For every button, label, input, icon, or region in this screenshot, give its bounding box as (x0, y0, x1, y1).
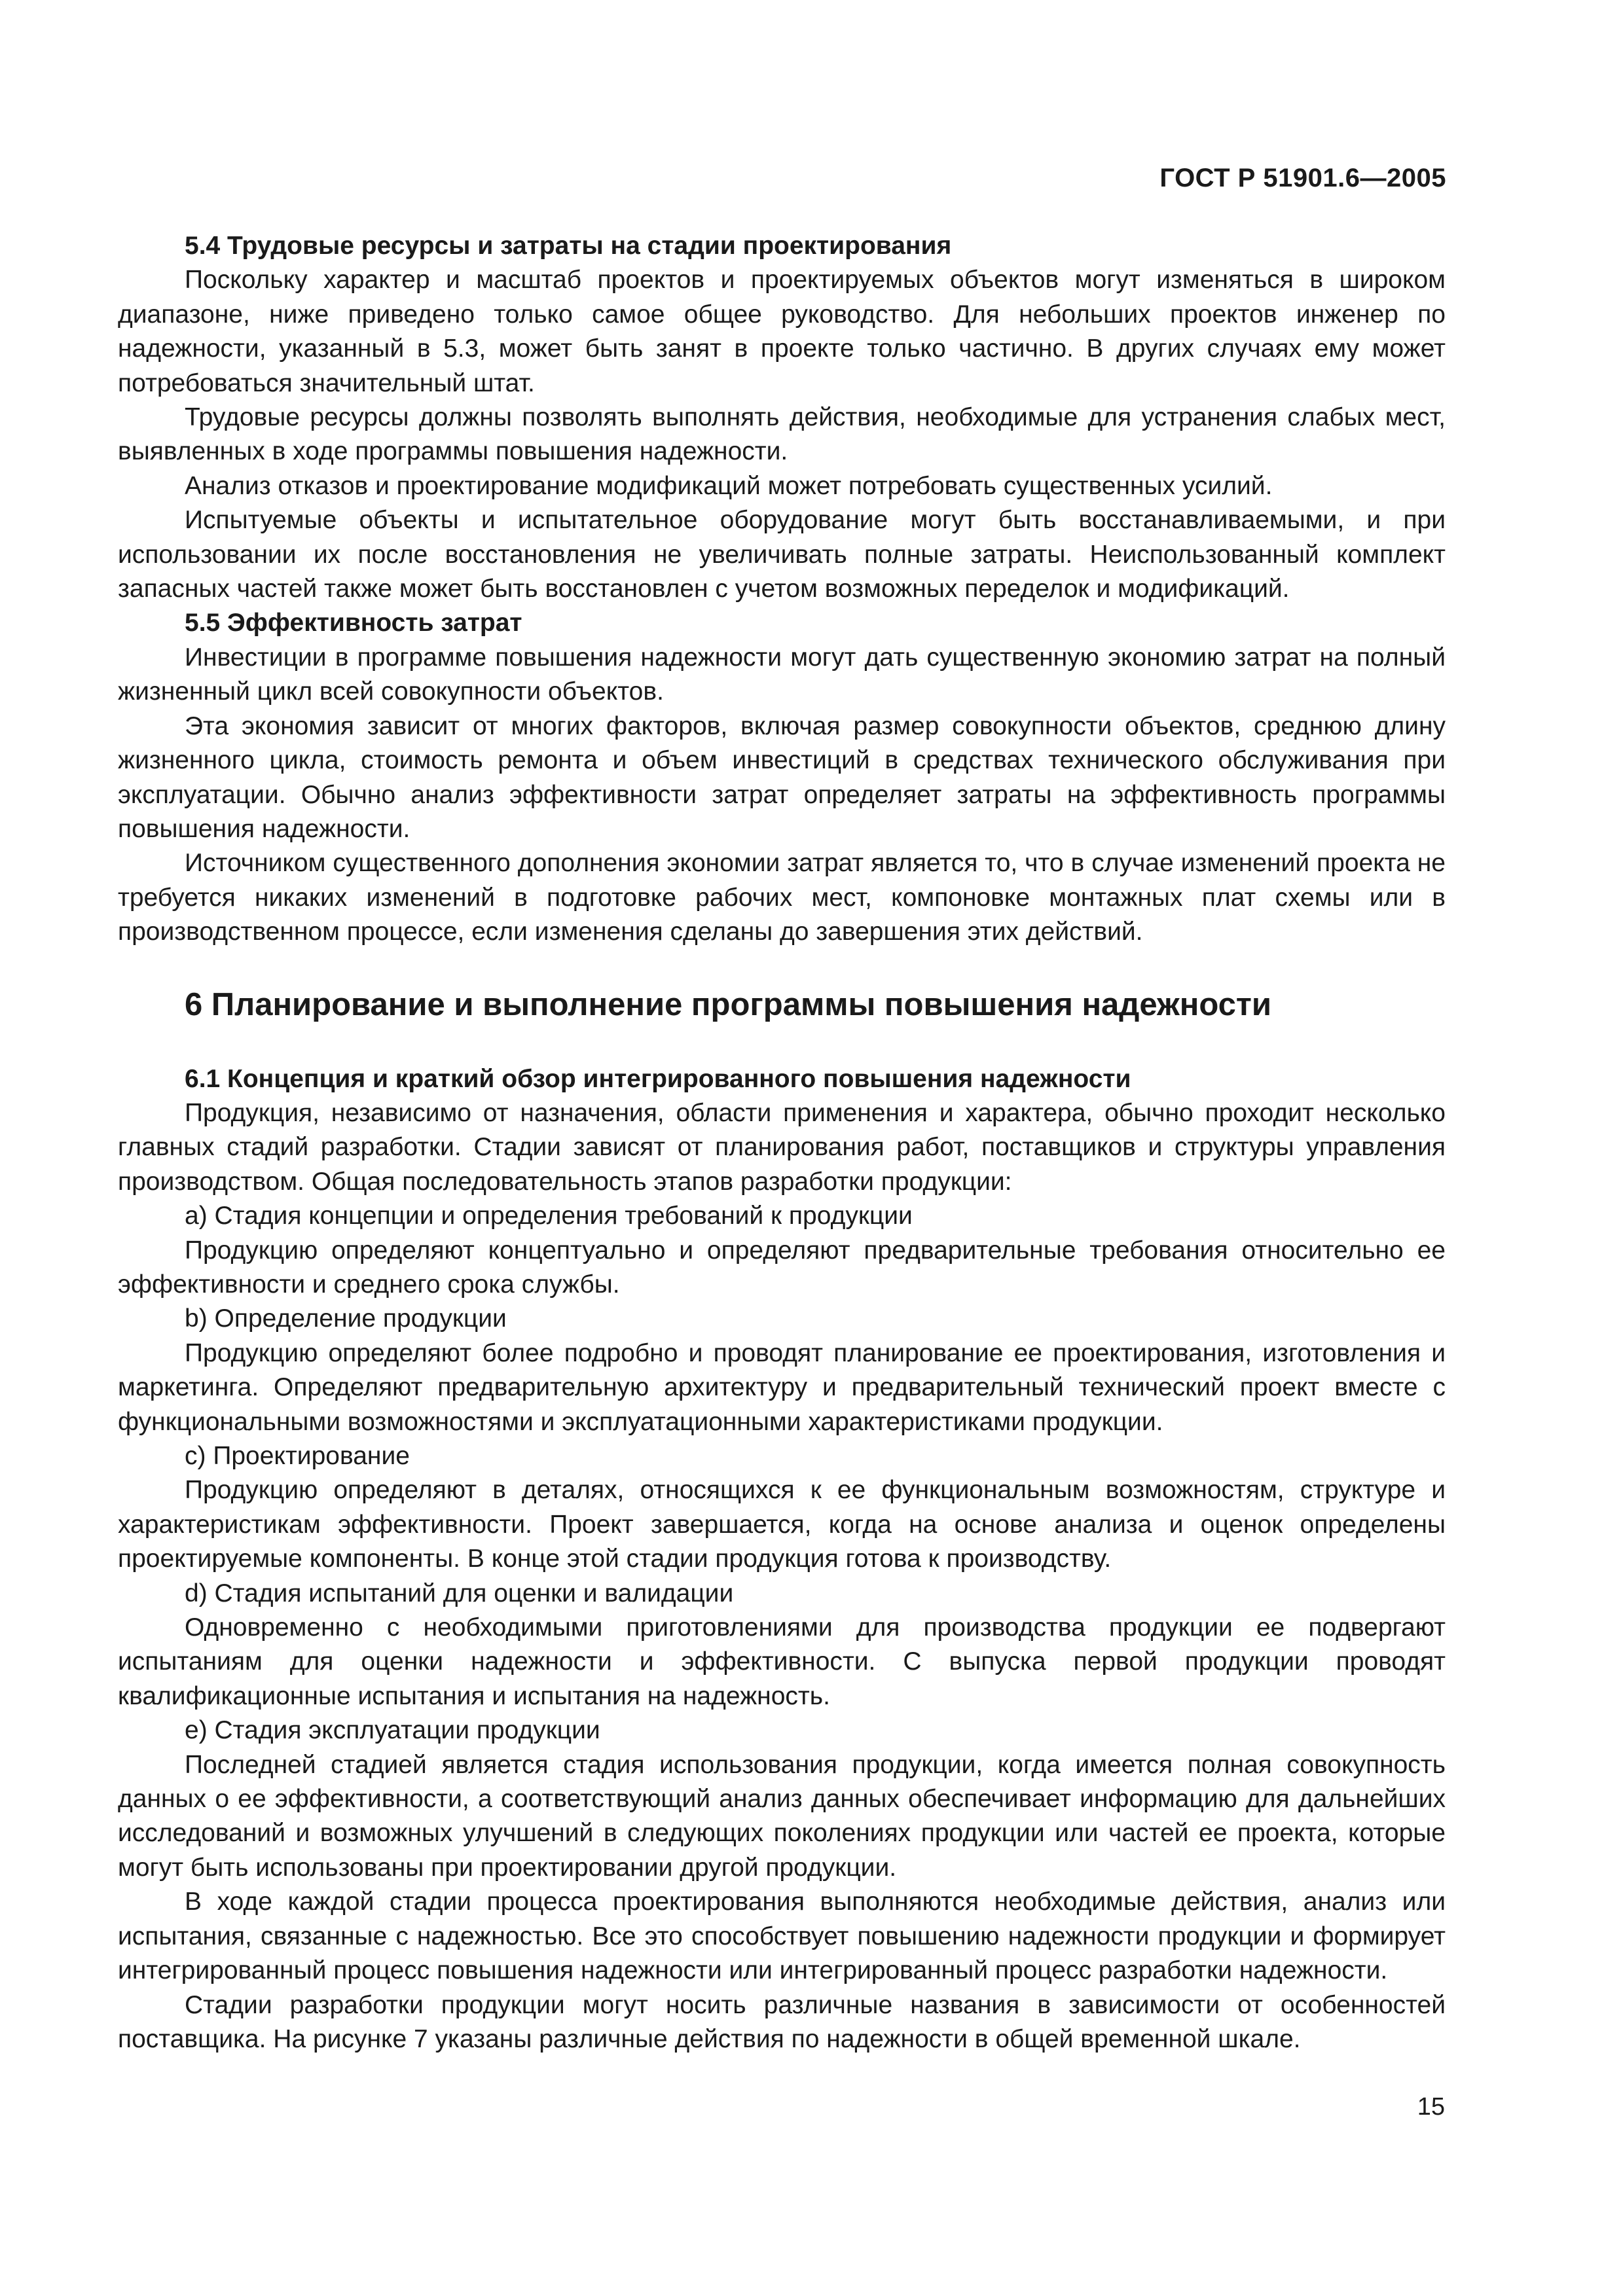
section-6-1-closing-paragraph: В ходе каждой стадии процесса проектирования выполняются необходимые действия, анализ или испытания, связанные с надежностью. Все это способствует повышению надежности продукции и формирует интегрированный процесс повышения надежности или интегрированный процесс разработки надежности. (118, 1888, 1446, 1985)
stage-label-b: b) Определение продукции (185, 1304, 507, 1333)
stage-text-d: Одновременно с необходимыми приготовлениями для производства продукции ее подвергают испытаниям для оценки надежности и эффективности. С выпуска первой продукции проводят квалификационные испытания и испытания на надежность. (118, 1613, 1446, 1710)
section-5-4-paragraph: Поскольку характер и масштаб проектов и проектируемых объектов могут изменяться в широком диапазоне, ниже приведено только самое общее руководство. Для небольших проектов инженер по надежности, указанный в 5.3, может быть занят в проекте только частично. В других случаях ему может потребоваться значительный штат. (118, 266, 1446, 397)
section-5-5-heading: 5.5 Эффективность затрат (185, 609, 522, 637)
section-6-heading: 6 Планирование и выполнение программы повышения надежности (185, 986, 1271, 1022)
page-number: 15 (1417, 2093, 1445, 2121)
stage-label-a: a) Стадия концепции и определения требований к продукции (185, 1202, 913, 1230)
section-5-4-paragraph: Испытуемые объекты и испытательное оборудование могут быть восстанавливаемыми, и при использовании их после восстановления не увеличивать полные затраты. Неиспользованный комплект запасных частей также может быть восстановлен с учетом возможных переделок и модификаций. (118, 506, 1446, 603)
section-5-4-heading: 5.4 Трудовые ресурсы и затраты на стадии проектирования (185, 232, 952, 260)
section-6-1-heading: 6.1 Концепция и краткий обзор интегрированного повышения надежности (185, 1064, 1131, 1093)
section-6-1-intro: Продукция, независимо от назначения, области применения и характера, обычно проходит несколько главных стадий разработки. Стадии зависят от планирования работ, поставщиков и структуры управления производством. Общая последовательность этапов разработки продукции: (118, 1098, 1446, 1196)
stage-label-d: d) Стадия испытаний для оценки и валидации (185, 1579, 734, 1607)
section-6-1-closing-paragraph: Стадии разработки продукции могут носить различные названия в зависимости от особенностей поставщика. На рисунке 7 указаны различные действия по надежности в общей временной шкале. (118, 1990, 1446, 2053)
stage-label-c: c) Проектирование (185, 1442, 410, 1470)
stage-text-b: Продукцию определяют более подробно и проводят планирование ее проектирования, изготовления и маркетинга. Определяют предварительную архитектуру и предварительный технический проект вместе с функциональными возможностями и эксплуатационными характеристиками продукции. (118, 1338, 1446, 1436)
stage-text-c: Продукцию определяют в деталях, относящихся к ее функциональным возможностям, структуре и характеристикам эффективности. Проект завершается, когда на основе анализа и оценок определены проектируемые компоненты. В конце этой стадии продукция готова к производству. (118, 1476, 1446, 1573)
document-header: ГОСТ Р 51901.6—2005 (1159, 164, 1446, 192)
section-5-5-paragraph: Инвестиции в программе повышения надежности могут дать существенную экономию затрат на полный жизненный цикл всей совокупности объектов. (118, 643, 1446, 706)
stage-text-e: Последней стадией является стадия использования продукции, когда имеется полная совокупность данных о ее эффективности, а соответствующий анализ данных обеспечивает информацию для дальнейших исследований и возможных улучшений в следующих поколениях продукции или частей ее проекта, которые могут быть использованы при проектировании другой продукции. (118, 1750, 1446, 1882)
page-body (118, 229, 1446, 2056)
stage-text-a: Продукцию определяют концептуально и определяют предварительные требования относительно ее эффективности и среднего срока службы. (118, 1236, 1446, 1299)
section-5-5-paragraph: Источником существенного дополнения экономии затрат является то, что в случае изменений проекта не требуется никаких изменений в подготовке рабочих мест, компоновке монтажных плат схемы или в производственном процессе, если изменения сделаны до завершения этих действий. (118, 849, 1446, 946)
section-5-4-paragraph: Трудовые ресурсы должны позволять выполнять действия, необходимые для устранения слабых мест, выявленных в ходе программы повышения надежности. (118, 403, 1446, 466)
stage-label-e: e) Стадия эксплуатации продукции (185, 1716, 600, 1745)
section-5-5-paragraph: Эта экономия зависит от многих факторов, включая размер совокупности объектов, среднюю длину жизненного цикла, стоимость ремонта и объем инвестиций в средствах технического обслуживания при эксплуатации. Обычно анализ эффективности затрат определяет затраты на эффективность программы повышения надежности. (118, 711, 1446, 843)
section-5-4-paragraph: Анализ отказов и проектирование модификаций может потребовать существенных усилий. (185, 471, 1273, 500)
